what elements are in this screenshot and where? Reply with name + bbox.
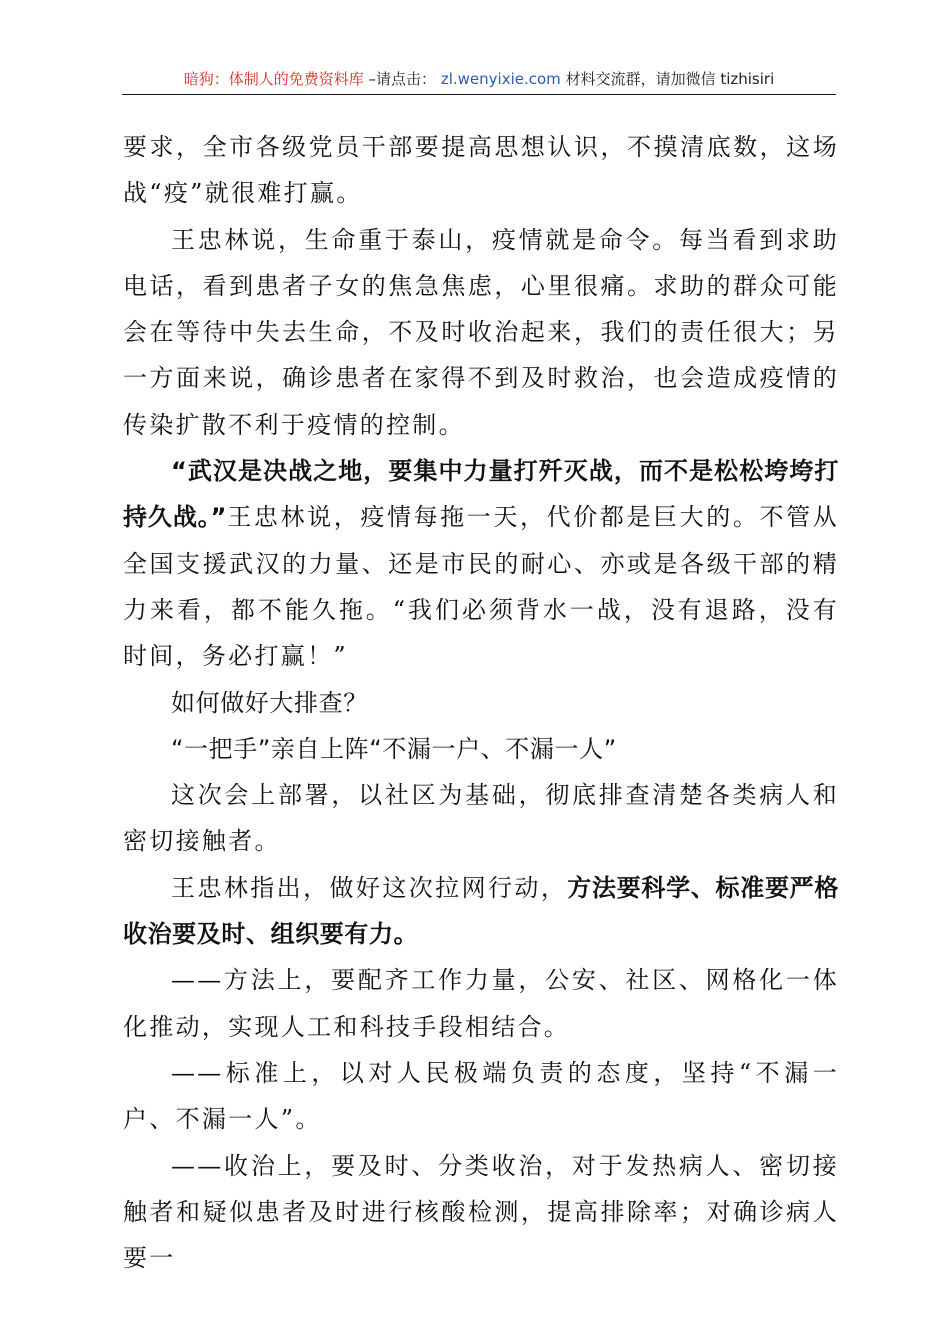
- page-header: [122, 64, 836, 95]
- section-question: 如何做好大排查？: [171, 688, 368, 717]
- paragraph-3: [123, 448, 839, 679]
- paragraph-3-quote: “武汉是决战之地，要集中力量打歼灭战，而不是松松垮垮打持久战。”: [123, 457, 839, 532]
- paragraph-1: 要求，全市各级党员干部要提高思想认识，不摸清底数，这场战“疫”就很难打赢。: [123, 133, 839, 208]
- paragraph-5: [123, 865, 839, 958]
- section-heading: “一把手”亲自上阵“不漏一户、不漏一人”: [171, 734, 617, 763]
- paragraph-2: 王忠林说，生命重于泰山，疫情就是命令。每当看到求助电话，看到患者子女的焦急焦虑，心里很痛。求助的群众可能会在等待中失去生命，不及时收治起来，我们的责任很大；另一方面来说，确诊患者在家得不到及时救治，也会造成疫情的传染扩散不利于疫情的控制。: [123, 225, 839, 439]
- paragraph-6: ——方法上，要配齐工作力量，公安、社区、网格化一体化推动，实现人工和科技手段相结合。: [123, 966, 839, 1041]
- article-body: [123, 124, 839, 1281]
- header-link[interactable]: zl.wenyixie.com: [440, 70, 561, 88]
- header-prompt: –请点击：: [368, 70, 437, 88]
- paragraph-7: ——标准上，以对人民极端负责的态度，坚持“不漏一户、不漏一人”。: [123, 1058, 839, 1134]
- header-brand: 暗狗：体制人的免费资料库: [183, 70, 364, 88]
- paragraph-8: ——收治上，要及时、分类收治，对于发热病人、密切接触者和疑似患者及时进行核酸检测，提高排除率；对确诊病人要一: [123, 1151, 839, 1273]
- header-contact: 材料交流群，请加微信 tizhisiri: [565, 70, 775, 88]
- paragraph-5-emphasis: 方法要科学、标准要严格收治要及时、组织要有力。: [123, 873, 839, 949]
- paragraph-4: 这次会上部署，以社区为基础，彻底排查清楚各类病人和密切接触者。: [123, 781, 839, 856]
- paragraph-5-text: 王忠林指出，做好这次拉网行动，: [171, 873, 568, 902]
- paragraph-3-text: 王忠林说，疫情每拖一天，代价都是巨大的。不管从全国支援武汉的力量、还是市民的耐心、亦或是各级干部的精力来看，都不能久拖。“我们必须背水一战，没有退路，没有时间，务必打赢！”: [123, 503, 839, 671]
